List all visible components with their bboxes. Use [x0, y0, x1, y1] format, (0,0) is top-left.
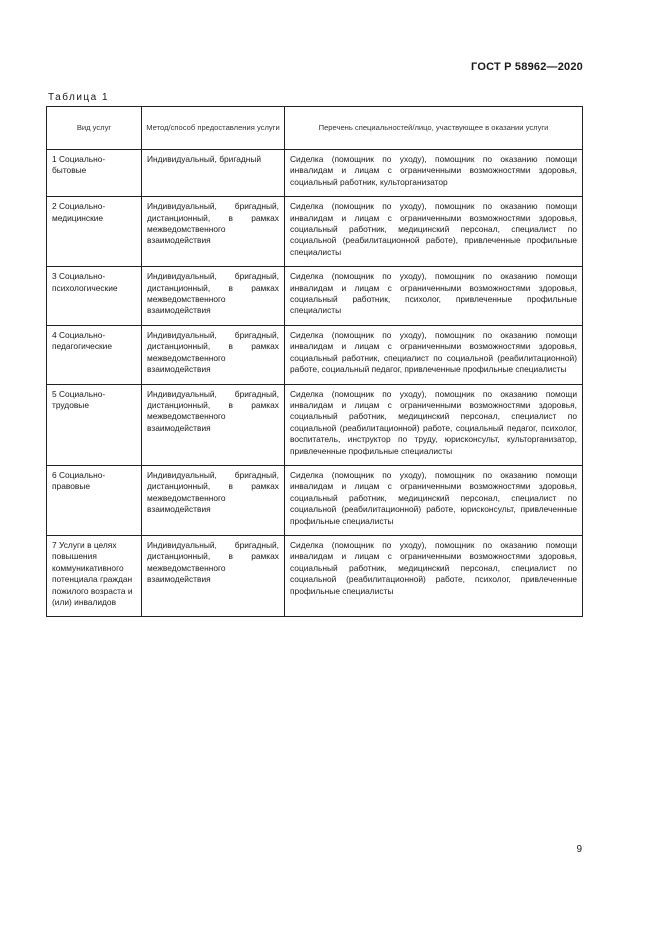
specialists-cell: Сиделка (помощник по уходу), помощник по оказанию помощи инвалидам и лицам с ограниченными возможностями здоровья, социальный работник, культорганизатор	[285, 150, 583, 197]
table-header-row	[47, 107, 583, 150]
method-cell: Индивидуальный, бригадный, дистанционный, в рамках межведомственного взаимодействия	[142, 384, 285, 465]
specialists-cell: Сиделка (помощник по уходу), помощник по оказанию помощи инвалидам и лицам с ограниченными возможностями здоровья, социальный работник, специалист по социальной (реабилитационной) работе, социальный педагог, привлеченные профильные специалисты	[285, 325, 583, 384]
service-type-cell: 7 Услуги в целях повышения коммуникативного потенциала граждан пожилого возраста и (или) инвалидов	[47, 535, 142, 616]
table-row	[47, 325, 583, 384]
service-type-cell: 6 Социально-правовые	[47, 465, 142, 535]
service-type-cell: 1 Социально-бытовые	[47, 150, 142, 197]
service-type-cell: 4 Социально-педагогические	[47, 325, 142, 384]
service-type-cell: 3 Социально-психологические	[47, 267, 142, 326]
column-header-method: Метод/способ предоставления услуги	[142, 107, 285, 150]
page-number: 9	[576, 844, 582, 855]
specialists-cell: Сиделка (помощник по уходу), помощник по оказанию помощи инвалидам и лицам с ограниченными возможностями здоровья, социальный работник, медицинский персонал, специалист по социальной (реабилитационной) работе, социальный педагог, психолог, воспитатель, инструктор по труду, юрисконсульт, культорганизатор, привлеченные профильные специалисты	[285, 384, 583, 465]
method-cell: Индивидуальный, бригадный, дистанционный, в рамках межведомственного взаимодействия	[142, 535, 285, 616]
service-type-cell: 5 Социально-трудовые	[47, 384, 142, 465]
service-type-cell: 2 Социально-медицинские	[47, 197, 142, 267]
specialists-cell: Сиделка (помощник по уходу), помощник по оказанию помощи инвалидам и лицам с ограниченными возможностями здоровья, социальный работник, медицинский персонал, специалист по социальной (реабилитационной работе), привлеченные профильные специалисты	[285, 197, 583, 267]
document-standard-number: ГОСТ Р 58962—2020	[471, 61, 583, 73]
column-header-service-type: Вид услуг	[47, 107, 142, 150]
specialists-cell: Сиделка (помощник по уходу), помощник по оказанию помощи инвалидам и лицам с ограниченными возможностями здоровья, социальный работник, медицинский персонал, специалист по социальной (реабилитационной) работе, юрисконсульт, привлеченные профильные специалисты	[285, 465, 583, 535]
table-row	[47, 465, 583, 535]
services-table	[46, 106, 583, 617]
method-cell: Индивидуальный, бригадный, дистанционный, в рамках межведомственного взаимодействия	[142, 325, 285, 384]
column-header-specialists: Перечень специальностей/лицо, участвующее в оказании услуги	[285, 107, 583, 150]
table-row	[47, 197, 583, 267]
method-cell: Индивидуальный, бригадный	[142, 150, 285, 197]
method-cell: Индивидуальный, бригадный, дистанционный, в рамках межведомственного взаимодействия	[142, 197, 285, 267]
table-row	[47, 267, 583, 326]
table-row	[47, 150, 583, 197]
specialists-cell: Сиделка (помощник по уходу), помощник по оказанию помощи инвалидам и лицам с ограниченными возможностями здоровья, социальный работник, психолог, привлеченные профильные специалисты	[285, 267, 583, 326]
table-row	[47, 384, 583, 465]
method-cell: Индивидуальный, бригадный, дистанционный, в рамках межведомственного взаимодействия	[142, 465, 285, 535]
table-row	[47, 535, 583, 616]
table-caption: Таблица 1	[48, 92, 110, 103]
specialists-cell: Сиделка (помощник по уходу), помощник по оказанию помощи инвалидам и лицам с ограниченными возможностями здоровья, социальный работник, медицинский персонал, специалист по социальной (реабилитационной) работе, психолог, привлеченные профильные специалисты	[285, 535, 583, 616]
method-cell: Индивидуальный, бригадный, дистанционный, в рамках межведомственного взаимодействия	[142, 267, 285, 326]
